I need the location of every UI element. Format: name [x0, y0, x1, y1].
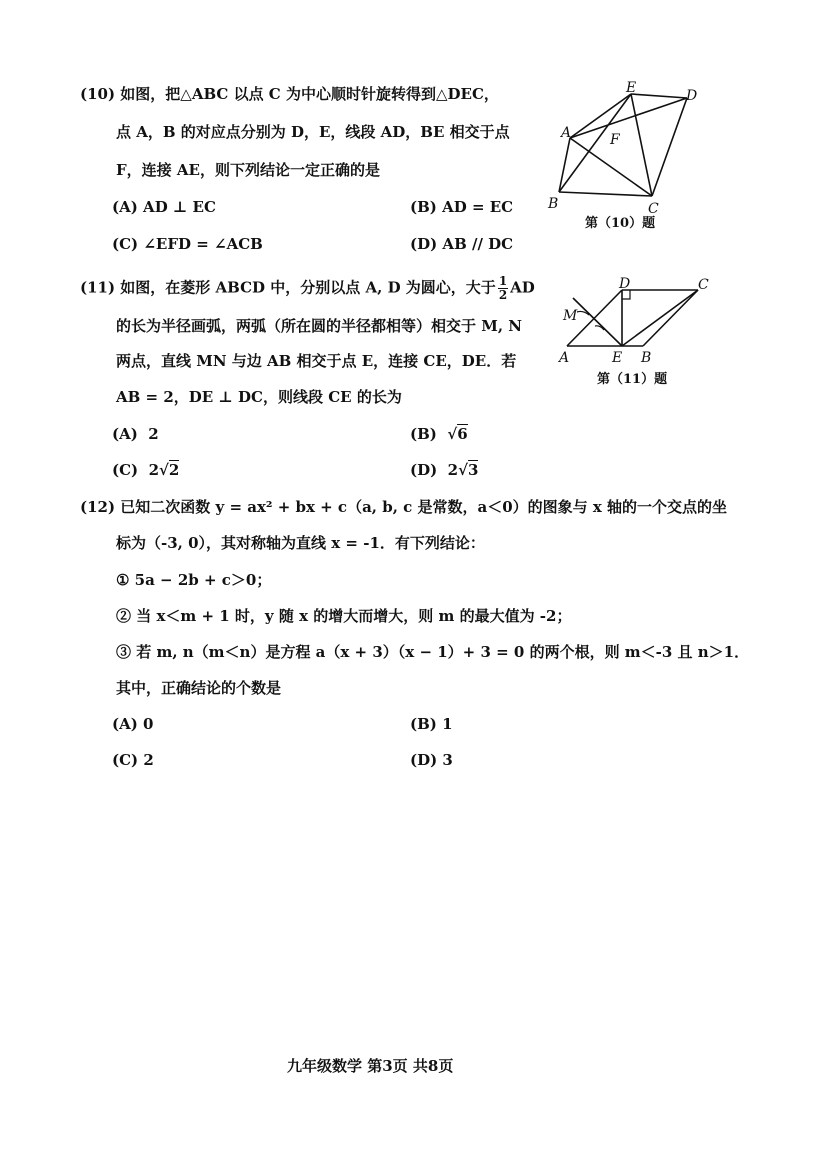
q11-figure: [555, 276, 715, 366]
q11-label-c: C: [698, 277, 709, 293]
q10-label-a: A: [561, 125, 572, 141]
sqrt-symbol: √: [159, 461, 169, 479]
q11-option-c-coefficient: 2: [148, 461, 160, 479]
q11-option-d-coefficient: 2: [447, 461, 459, 479]
q12-option-c: (C) 2: [112, 751, 154, 769]
q12-conclusion-1: ① 5a − 2b + c＞0；: [116, 571, 272, 589]
q11-fraction-numerator: 1: [498, 274, 508, 288]
q11-label-a: A: [559, 350, 570, 366]
page-footer: 九年级数学 第3页 共8页: [287, 1057, 454, 1075]
q10-label-b: B: [548, 196, 559, 212]
q10-label-e: E: [626, 80, 637, 96]
q11-option-d-label: (D): [410, 461, 438, 479]
q11-option-a-value: 2: [148, 425, 159, 443]
q11-option-b-value: 6: [457, 425, 468, 443]
q10-figure: [540, 80, 720, 220]
q11-caption: 第（11）题: [597, 372, 668, 387]
q10-caption: 第（10）题: [585, 216, 656, 231]
q11-line-4: AB = 2，DE ⊥ DC，则线段 CE 的长为: [116, 388, 402, 406]
q11-option-c-value: 2: [168, 461, 180, 479]
q11-label-e: E: [612, 350, 623, 366]
q10-option-b: (B) AD = EC: [410, 198, 514, 216]
q12-line-2: 标为（-3, 0），其对称轴为直线 x = -1．有下列结论：: [116, 534, 485, 552]
q11-option-a: [112, 424, 159, 444]
sqrt-symbol: √: [447, 425, 458, 443]
q10-line-3: F，连接 AE，则下列结论一定正确的是: [116, 161, 380, 179]
q10-line-2: 点 A，B 的对应点分别为 D，E，线段 AD，BE 相交于点: [116, 123, 510, 141]
q10-option-c: (C) ∠EFD = ∠ACB: [112, 235, 263, 253]
q11-fraction: [498, 275, 508, 302]
q11-line-1-post: AD: [510, 278, 535, 297]
q11-line-3: 两点，直线 MN 与边 AB 相交于点 E，连接 CE，DE．若: [116, 352, 517, 370]
q10-label-f: F: [610, 132, 620, 148]
q11-option-c-label: (C): [112, 461, 139, 479]
q12-line-prompt: 其中，正确结论的个数是: [116, 679, 282, 697]
q11-option-d: [410, 460, 478, 480]
q10-label-d: D: [686, 88, 698, 104]
q11-option-b-label: (B): [410, 425, 437, 443]
q11-option-b: [410, 424, 468, 444]
q11-line-2: 的长为半径画弧，两弧（所在圆的半径都相等）相交于 M, N: [116, 317, 522, 335]
q12-option-d: (D) 3: [410, 751, 453, 769]
q12-line-1: (12) 已知二次函数 y = ax² + bx + c（a, b, c 是常数，a＜0）的图象与 x 轴的一个交点的坐: [80, 498, 728, 516]
q11-label-d: D: [619, 276, 631, 292]
q10-option-d: (D) AB // DC: [410, 235, 514, 253]
q11-line-1-pre: (11) 如图，在菱形 ABCD 中，分别以点 A, D 为圆心，大于: [80, 278, 496, 297]
q11-label-b: B: [641, 350, 652, 366]
q11-label-m: M: [563, 308, 578, 324]
sqrt-symbol: √: [458, 461, 468, 479]
q11-fraction-denominator: 2: [498, 288, 508, 302]
q10-option-a: (A) AD ⊥ EC: [112, 198, 216, 216]
q12-conclusion-2: ② 当 x＜m + 1 时，y 随 x 的增大而增大，则 m 的最大值为 -2；: [116, 607, 572, 625]
q12-option-a: (A) 0: [112, 715, 154, 733]
q11-option-c: [112, 460, 179, 480]
q11-option-d-value: 3: [467, 461, 479, 479]
q12-conclusion-3: ③ 若 m, n（m＜n）是方程 a（x + 3）（x − 1）+ 3 = 0 的两个根，则 m＜-3 且 n＞1．: [116, 643, 750, 661]
q12-option-b: (B) 1: [410, 715, 453, 733]
q11-option-a-label: (A): [112, 425, 138, 443]
q11-line-1: [80, 275, 535, 302]
q10-line-1: (10) 如图，把△ABC 以点 C 为中心顺时针旋转得到△DEC，: [80, 85, 499, 103]
q10-label-c: C: [648, 201, 659, 217]
